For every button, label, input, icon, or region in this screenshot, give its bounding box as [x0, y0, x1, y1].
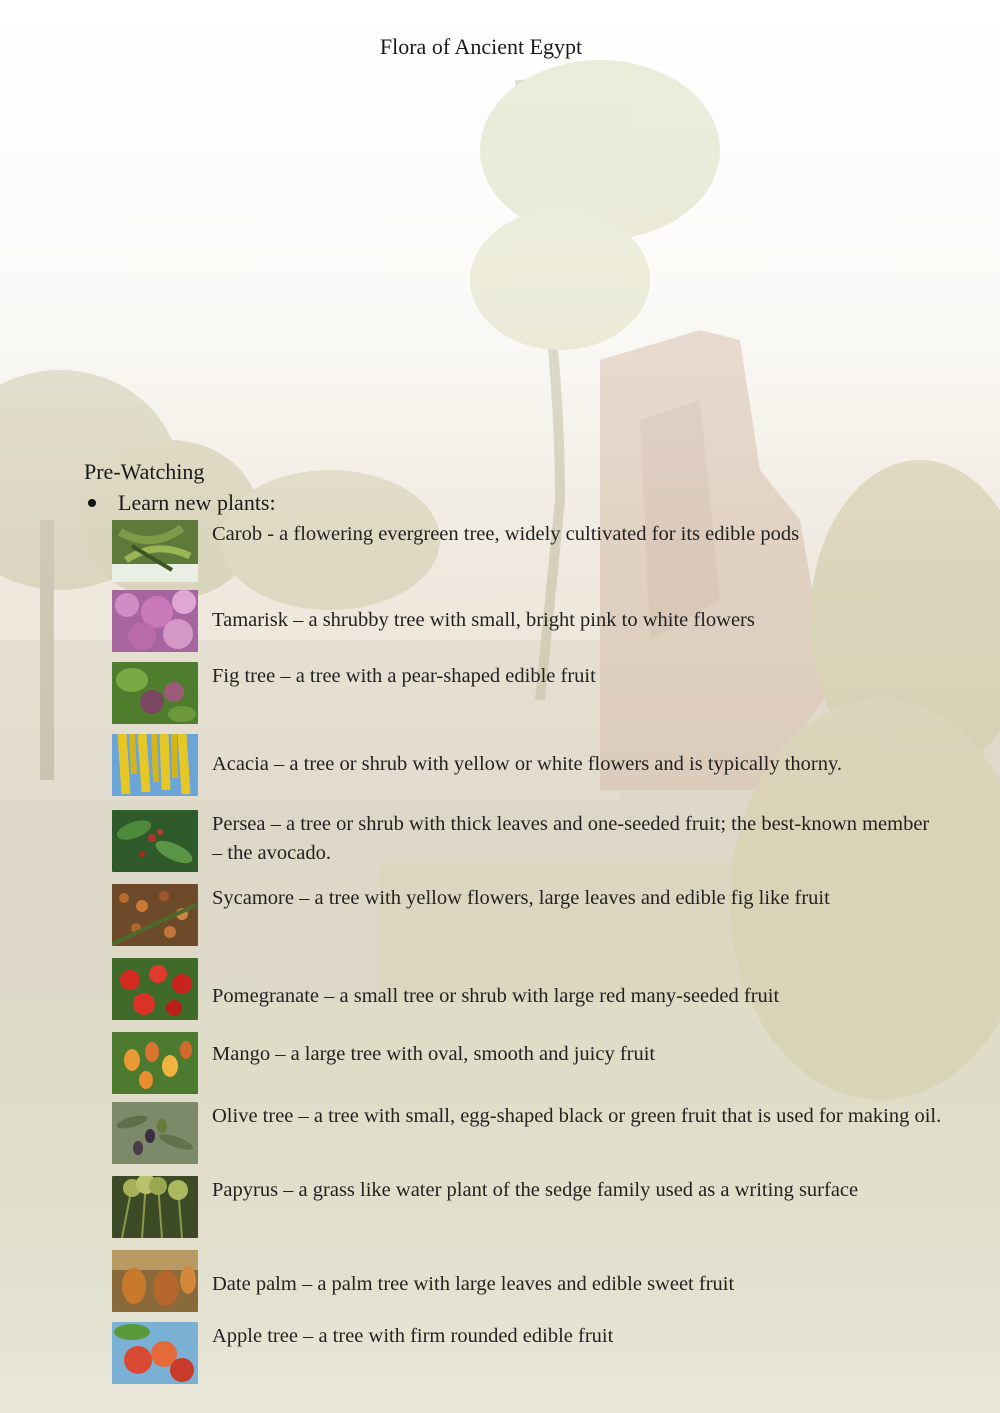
mango-photo	[112, 1032, 198, 1094]
persea-photo	[112, 810, 198, 872]
fig-photo	[112, 662, 198, 724]
plant-item-acacia	[112, 734, 952, 796]
bullet-item	[84, 490, 276, 516]
plant-description: Pomegranate – a small tree or shrub with large red many-seeded fruit	[212, 985, 780, 1007]
apple-photo	[112, 1322, 198, 1384]
plant-description: Sycamore – a tree with yellow flowers, large leaves and edible fig like fruit	[212, 887, 830, 909]
plant-description: Carob - a flowering evergreen tree, widely cultivated for its edible pods	[212, 523, 800, 545]
pomegranate-photo	[112, 958, 198, 1020]
plant-item-fig	[112, 662, 952, 724]
plant-item-date-palm	[112, 1250, 952, 1312]
section-heading: Pre-Watching	[84, 459, 205, 484]
plant-item-sycamore	[112, 884, 952, 946]
tamarisk-photo	[112, 590, 198, 652]
date-palm-photo	[112, 1250, 198, 1312]
plant-description: Acacia – a tree or shrub with yellow or white flowers and is typically thorny.	[212, 753, 843, 775]
plant-item-tamarisk	[112, 590, 952, 652]
plant-description: Persea – a tree or shrub with thick leaves and one-seeded fruit; the best-known member – the avocado.	[212, 813, 930, 864]
plant-description: Fig tree – a tree with a pear-shaped edible fruit	[212, 665, 596, 687]
acacia-photo	[112, 734, 198, 796]
plant-item-apple	[112, 1322, 952, 1384]
plant-item-olive	[112, 1102, 952, 1164]
plant-description: Date palm – a palm tree with large leaves and edible sweet fruit	[212, 1273, 735, 1295]
plant-item-carob	[112, 520, 952, 582]
bullet-icon	[88, 499, 96, 507]
plant-description: Apple tree – a tree with firm rounded edible fruit	[212, 1325, 614, 1347]
bullet-label: Learn new plants:	[118, 490, 276, 515]
sycamore-photo	[112, 884, 198, 946]
plant-description: Olive tree – a tree with small, egg-shaped black or green fruit that is used for making oil.	[212, 1105, 942, 1127]
plant-description: Papyrus – a grass like water plant of the sedge family used as a writing surface	[212, 1179, 859, 1201]
plant-item-pomegranate	[112, 958, 952, 1020]
plant-description: Mango – a large tree with oval, smooth and juicy fruit	[212, 1043, 656, 1065]
document-title: Flora of Ancient Egypt	[379, 34, 583, 59]
plant-item-papyrus	[112, 1176, 952, 1238]
olive-photo	[112, 1102, 198, 1164]
carob-photo	[112, 520, 198, 582]
plant-item-persea	[112, 810, 952, 872]
papyrus-photo	[112, 1176, 198, 1238]
plant-description: Tamarisk – a shrubby tree with small, bright pink to white flowers	[212, 609, 755, 631]
plant-item-mango	[112, 1032, 952, 1094]
